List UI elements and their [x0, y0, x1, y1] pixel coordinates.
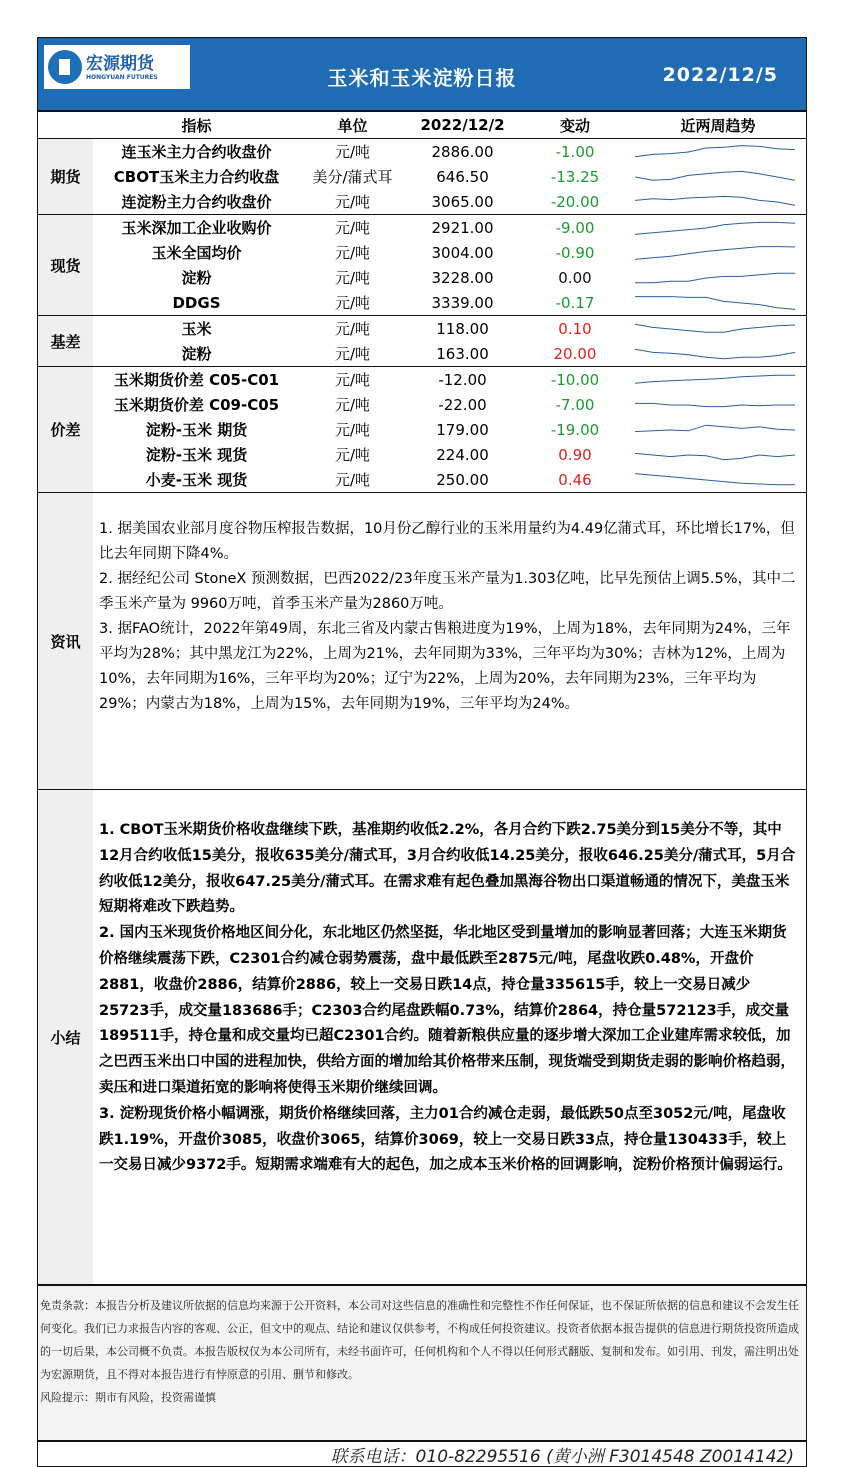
- indicator-cell: 淀粉: [181, 345, 212, 363]
- unit-cell: 元/吨: [300, 215, 405, 241]
- col-value: 2022/12/2: [405, 112, 520, 139]
- indicator-cell: 淀粉-玉米 现货: [145, 446, 248, 464]
- indicator-cell: 玉米期货价差 C09-C05: [113, 396, 280, 414]
- news-content: [93, 493, 806, 789]
- table-row: [38, 240, 806, 265]
- trend-cell: [630, 265, 806, 290]
- table-row: [38, 467, 806, 492]
- table-row: [38, 316, 806, 342]
- sparkline: [630, 267, 800, 289]
- change-cell: -1.00: [555, 142, 595, 161]
- indicator-cell: 玉米深加工企业收购价: [93, 215, 300, 241]
- indicator-cell: DDGS: [172, 293, 221, 312]
- table-row: [38, 367, 806, 393]
- unit-cell: 元/吨: [334, 421, 371, 439]
- trend-cell: [630, 240, 806, 265]
- change-cell: -0.17: [555, 293, 595, 312]
- summary-label: 小结: [38, 790, 93, 1284]
- change-cell: 20.00: [553, 344, 597, 363]
- value-cell: 250.00: [436, 470, 489, 489]
- indicator-cell: CBOT玉米主力合约收盘: [113, 168, 280, 186]
- category-cell: 现货: [38, 215, 93, 316]
- indicator-cell: 玉米全国均价: [151, 244, 242, 262]
- table-row: [38, 392, 806, 417]
- contact-info: 联系电话：010-82295516 (黄小洲 F3014548 Z0014142): [38, 1440, 806, 1466]
- change-cell: 0.90: [558, 445, 592, 464]
- data-table: [38, 112, 806, 492]
- indicator-cell: 玉米期货价差 C05-C01: [93, 367, 300, 393]
- value-cell: 163.00: [436, 344, 489, 363]
- sparkline: [630, 217, 800, 239]
- table-row: [38, 417, 806, 442]
- unit-cell: 美分/蒲式耳: [312, 168, 393, 186]
- sparkline: [630, 191, 800, 213]
- report-title: 玉米和玉米淀粉日报: [327, 66, 517, 90]
- table-row: [38, 442, 806, 467]
- trend-cell: [630, 164, 806, 189]
- unit-cell: 元/吨: [334, 471, 371, 489]
- category-cell: 期货: [38, 139, 93, 215]
- logo-en: HONGYUAN FUTURES: [86, 73, 158, 81]
- news-section: [38, 492, 806, 789]
- change-cell: -9.00: [520, 215, 630, 241]
- trend-cell: [630, 442, 806, 467]
- disclaimer: [38, 1284, 806, 1440]
- col-change: 变动: [520, 112, 630, 139]
- value-cell: 179.00: [436, 420, 489, 439]
- trend-cell: [630, 417, 806, 442]
- trend-cell: [630, 215, 806, 241]
- unit-cell: 元/吨: [334, 396, 371, 414]
- change-cell: -10.00: [520, 367, 630, 393]
- change-cell: -19.00: [550, 420, 600, 439]
- sparkline: [630, 369, 800, 391]
- news-item: 1. 据美国农业部月度谷物压榨报告数据，10月份乙醇行业的玉米用量约为4.49亿蒲式耳，环比增长17%，但比去年同期下降4%。: [99, 521, 795, 562]
- category-cell: 价差: [38, 367, 93, 493]
- value-cell: 646.50: [436, 167, 489, 186]
- unit-cell: 元/吨: [300, 316, 405, 342]
- indicator-cell: 淀粉-玉米 期货: [145, 421, 248, 439]
- col-unit: 单位: [300, 112, 405, 139]
- col-trend: 近两周趋势: [630, 112, 806, 139]
- table-header: [38, 112, 806, 139]
- sparkline: [630, 444, 800, 466]
- category-cell: 基差: [38, 316, 93, 367]
- unit-cell: 元/吨: [334, 193, 371, 211]
- change-cell: -0.90: [555, 243, 595, 262]
- table-row: [38, 189, 806, 215]
- report-header: [38, 38, 806, 112]
- change-cell: -7.00: [555, 395, 595, 414]
- col-indicator: 指标: [93, 112, 300, 139]
- sparkline: [630, 242, 800, 264]
- indicator-cell: 连玉米主力合约收盘价: [121, 143, 272, 161]
- change-cell: 0.00: [558, 268, 592, 287]
- news-label: 资讯: [38, 493, 93, 789]
- change-cell: 0.10: [520, 316, 630, 342]
- unit-cell: 元/吨: [334, 446, 371, 464]
- table-row: [38, 290, 806, 316]
- logo-cn: 宏源期货: [86, 53, 154, 74]
- unit-cell: 元/吨: [334, 294, 371, 312]
- change-cell: -13.25: [550, 167, 600, 186]
- unit-cell: 元/吨: [334, 244, 371, 262]
- report-frame: [37, 37, 807, 1467]
- table-row: [38, 265, 806, 290]
- unit-cell: 元/吨: [334, 269, 371, 287]
- news-item: 2. 据经纪公司 StoneX 预测数据，巴西2022/23年度玉米产量为1.303亿吨，比早先预估上调5.5%，其中二季玉米产量为 9960万吨，首季玉米产量为2860万吨。: [99, 571, 796, 612]
- value-cell: 224.00: [436, 445, 489, 464]
- sparkline: [630, 343, 800, 365]
- indicator-cell: 玉米: [93, 316, 300, 342]
- value-cell: 3004.00: [431, 243, 494, 262]
- indicator-cell: 连淀粉主力合约收盘价: [121, 193, 272, 211]
- summary-content: [93, 790, 806, 1284]
- risk-warning: 风险提示：期市有风险，投资需谨慎: [40, 1391, 216, 1404]
- trend-cell: [630, 139, 806, 165]
- trend-cell: [630, 316, 806, 342]
- disclaimer-text: 免责条款：本报告分析及建议所依据的信息均来源于公开资料，本公司对这些信息的准确性和完整性不作任何保证，也不保证所依据的信息和建议不会发生任何变化。我们已力求报告内容的客观、公正，但文中的观点、结论和建议仅供参考，不构成任何投资建议。投资者依据本报告提供的信息进行期货投资所造成的一切后果，本公司概不负责。本报告版权仅为本公司所有，未经书面许可，任何机构和个人不得以任何形式翻版、复制和发布。如引用、刊发，需注明出处为宏源期货，且不得对本报告进行有悖原意的引用、删节和修改。: [40, 1299, 799, 1381]
- trend-cell: [630, 367, 806, 393]
- value-cell: 3065.00: [431, 192, 494, 211]
- value-cell: 3339.00: [431, 293, 494, 312]
- unit-cell: 元/吨: [334, 143, 371, 161]
- trend-cell: [630, 189, 806, 215]
- value-cell: 2886.00: [431, 142, 494, 161]
- table-row: [38, 164, 806, 189]
- summary-item: 3. 淀粉现货价格小幅调涨，期货价格继续回落，主力01合约减仓走弱，最低跌50点至3052元/吨，尾盘收跌1.19%，开盘价3085，收盘价3065，结算价3069，较上一交易日跌33点，持仓量130433手，较上一交易日减少9372手。短期需求端难有大的起色，加之成本玉米价格的回调影响，淀粉价格预计偏弱运行。: [99, 1105, 792, 1174]
- report-date: 2022/12/5: [662, 64, 778, 86]
- value-cell: -12.00: [405, 367, 520, 393]
- value-cell: 2921.00: [405, 215, 520, 241]
- table-row: [38, 215, 806, 241]
- change-cell: 0.46: [558, 470, 592, 489]
- table-row: [38, 341, 806, 367]
- sparkline: [630, 469, 800, 491]
- value-cell: -22.00: [438, 395, 487, 414]
- summary-item: 1. CBOT玉米期货价格收盘继续下跌，基准期约收低2.2%，各月合约下跌2.75美分到15美分不等，其中12月合约收低15美分，报收635美分/蒲式耳，3月合约收低14.25美分，报收646.25美分/蒲式耳，5月合约收低12美分，报收647.25美分/蒲式耳。在需求难有起色叠加黑海谷物出口渠道畅通的情况下，美盘玉米短期将难改下跌趋势。: [99, 822, 796, 916]
- value-cell: 118.00: [405, 316, 520, 342]
- sparkline: [630, 166, 800, 188]
- col-category: [38, 112, 93, 139]
- sparkline: [630, 419, 800, 441]
- value-cell: 3228.00: [431, 268, 494, 287]
- sparkline: [630, 318, 800, 340]
- sparkline: [630, 394, 800, 416]
- sparkline: [630, 141, 800, 163]
- trend-cell: [630, 392, 806, 417]
- trend-cell: [630, 467, 806, 492]
- trend-cell: [630, 290, 806, 316]
- news-item: 3. 据FAO统计，2022年第49周，东北三省及内蒙古售粮进度为19%，上周为18%，去年同期为24%，三年平均为28%；其中黑龙江为22%，上周为21%，去年同期为33%，三年平均为30%；吉林为12%，上周为10%，去年同期为16%，三年平均为20%；辽宁为22%，上周为20%，去年同期为23%，三年平均为29%；内蒙古为18%，上周为15%，去年同期为19%，三年平均为24%。: [99, 621, 791, 712]
- trend-cell: [630, 341, 806, 367]
- indicator-cell: 小麦-玉米 现货: [145, 471, 248, 489]
- summary-section: [38, 789, 806, 1284]
- sparkline: [630, 292, 800, 314]
- unit-cell: 元/吨: [334, 345, 371, 363]
- indicator-cell: 淀粉: [181, 269, 212, 287]
- table-row: [38, 139, 806, 165]
- unit-cell: 元/吨: [300, 367, 405, 393]
- summary-item: 2. 国内玉米现货价格地区间分化，东北地区仍然坚挺，华北地区受到量增加的影响显著回落；大连玉米期货价格继续震荡下跌，C2301合约减仓弱势震荡，盘中最低跌至2875元/吨，尾盘收跌0.48%，开盘价2881，收盘价2886，结算价2886，较上一交易日跌14点，持仓量335615手，较上一交易日减少25723手，成交量183686手；C2303合约尾盘跌幅0.73%，结算价2864，持仓量572123手，成交量189511手，持仓量和成交量均已超C2301合约。随着新粮供应量的逐步增大深加工企业建库需求较低，加之巴西玉米出口中国的进程加快，供给方面的增加给其价格带来压制，现货端受到期货走弱的影响价格趋弱，卖压和进口渠道拓宽的影响将使得玉米期价继续回调。: [99, 925, 795, 1096]
- change-cell: -20.00: [550, 192, 600, 211]
